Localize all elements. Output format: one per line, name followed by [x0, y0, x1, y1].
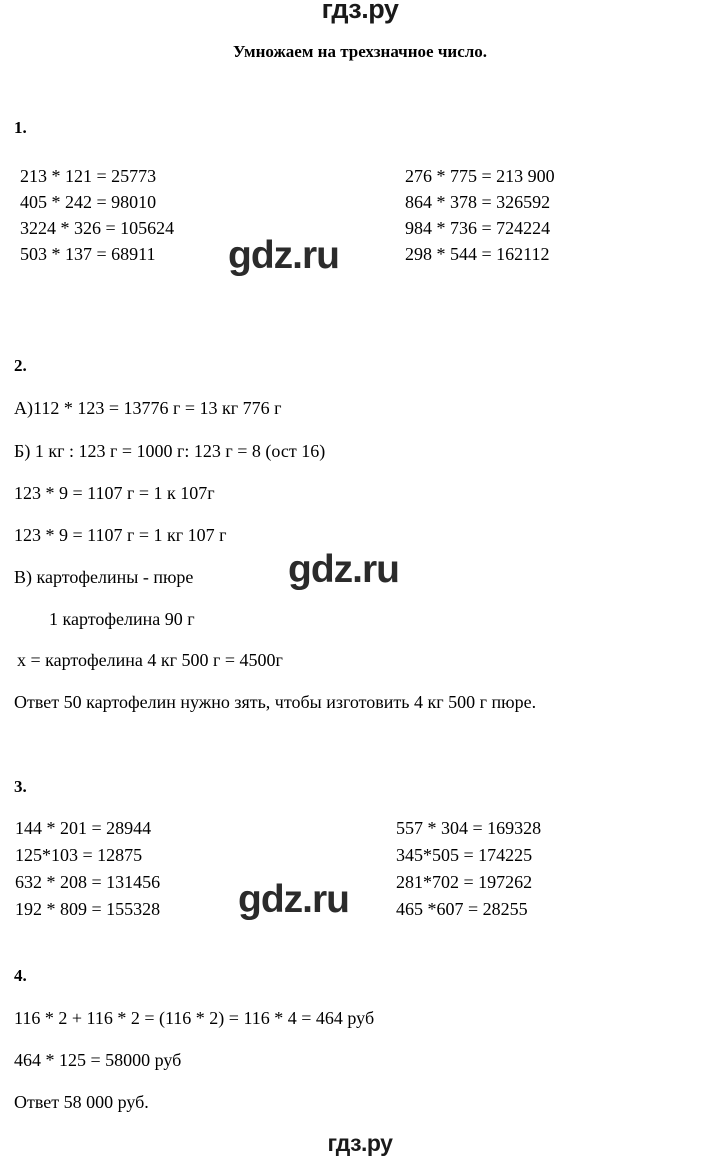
task1-right-line-2: 864 * 378 = 326592	[405, 192, 551, 212]
task1-right-line-3: 984 * 736 = 724224	[405, 218, 551, 238]
task2-line-7: х = картофелина 4 кг 500 г = 4500г	[17, 650, 283, 670]
task4-answer: Ответ 58 000 руб.	[14, 1092, 149, 1112]
task-number-4: 4.	[14, 966, 27, 985]
task3-left-line-1: 144 * 201 = 28944	[15, 818, 152, 838]
task2-line-6: 1 картофелина 90 г	[49, 609, 195, 629]
watermark-middle-1: gdz.ru	[228, 234, 339, 277]
task3-right-line-2: 345*505 = 174225	[396, 845, 533, 865]
task3-left-line-3: 632 * 208 = 131456	[15, 872, 161, 892]
task3-right-line-1: 557 * 304 = 169328	[396, 818, 542, 838]
watermark-bottom: гдз.ру	[327, 1130, 393, 1156]
task1-right-line-4: 298 * 544 = 162112	[405, 244, 550, 264]
task2-line-3: 123 * 9 = 1107 г = 1 к 107г	[14, 483, 215, 503]
task3-right-line-4: 465 *607 = 28255	[396, 899, 528, 919]
page-title: Умножаем на трехзначное число.	[232, 42, 488, 61]
watermark-middle-2: gdz.ru	[288, 548, 399, 591]
task-number-1: 1.	[14, 118, 27, 137]
watermark-middle-3: gdz.ru	[238, 878, 349, 921]
task4-line-2: 464 * 125 = 58000 руб	[14, 1050, 182, 1070]
task1-left-line-2: 405 * 242 = 98010	[20, 192, 157, 212]
task2-line-1: А)112 * 123 = 13776 г = 13 кг 776 г	[14, 398, 282, 418]
task4-line-1: 116 * 2 + 116 * 2 = (116 * 2) = 116 * 4 = 464 руб	[14, 1008, 375, 1028]
task1-left-line-4: 503 * 137 = 68911	[20, 244, 156, 264]
task1-right-line-1: 276 * 775 = 213 900	[405, 166, 555, 186]
task3-left-line-2: 125*103 = 12875	[15, 845, 143, 865]
task1-left-line-3: 3224 * 326 = 105624	[20, 218, 175, 238]
task2-line-2: Б) 1 кг : 123 г = 1000 г: 123 г = 8 (ост 16)	[14, 441, 326, 461]
task3-left-line-4: 192 * 809 = 155328	[15, 899, 161, 919]
task-number-2: 2.	[14, 356, 27, 375]
task2-line-4: 123 * 9 = 1107 г = 1 кг 107 г	[14, 525, 227, 545]
task2-answer: Ответ 50 картофелин нужно зять, чтобы изготовить 4 кг 500 г пюре.	[14, 692, 537, 712]
task1-left-line-1: 213 * 121 = 25773	[20, 166, 157, 186]
task2-line-5: В) картофелины - пюре	[14, 567, 194, 587]
task-number-3: 3.	[14, 777, 27, 796]
task3-right-line-3: 281*702 = 197262	[396, 872, 533, 892]
watermark-top: гдз.ру	[321, 0, 399, 24]
